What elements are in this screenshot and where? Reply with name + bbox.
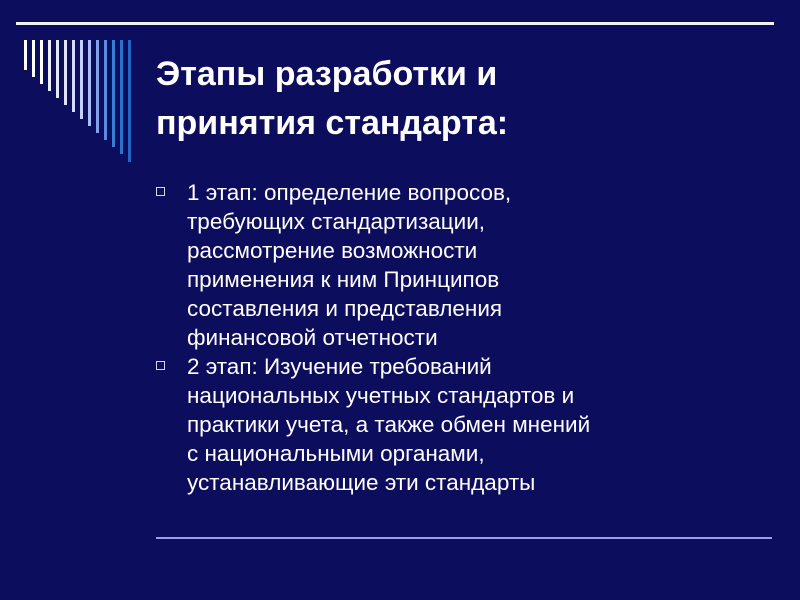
bullet-item-stage-1	[155, 178, 775, 352]
bullet-line: национальных учетных стандартов и	[187, 383, 575, 408]
top-divider-line	[16, 22, 774, 25]
bullet-text	[187, 352, 775, 497]
bullet-line: устанавливающие эти стандарты	[187, 470, 536, 495]
bullet-line: 1 этап: определение вопросов,	[187, 180, 512, 205]
slide-title-line-2: принятия стандарта:	[156, 104, 509, 142]
vertical-stripes-decoration	[24, 40, 136, 162]
bullet-line: составления и представления	[187, 296, 503, 321]
hollow-square-bullet-icon	[156, 187, 165, 196]
slide-title-line-1: Этапы разработки и	[156, 55, 498, 93]
bullet-line: финансовой отчетности	[187, 325, 438, 350]
bullet-line: 2 этап: Изучение требований	[187, 354, 492, 379]
bullet-line: с национальными органами,	[187, 441, 485, 466]
bullet-line: применения к ним Принципов	[187, 267, 500, 292]
bullet-item-stage-2	[155, 352, 775, 497]
bullet-text	[187, 178, 775, 352]
bullet-line: рассмотрение возможности	[187, 238, 478, 263]
slide-title	[156, 50, 766, 148]
bullet-line: требующих стандартизации,	[187, 209, 486, 234]
hollow-square-bullet-icon	[156, 361, 165, 370]
bottom-divider-line	[156, 537, 772, 539]
bullet-line: практики учета, а также обмен мнений	[187, 412, 591, 437]
bullet-list	[155, 178, 775, 497]
